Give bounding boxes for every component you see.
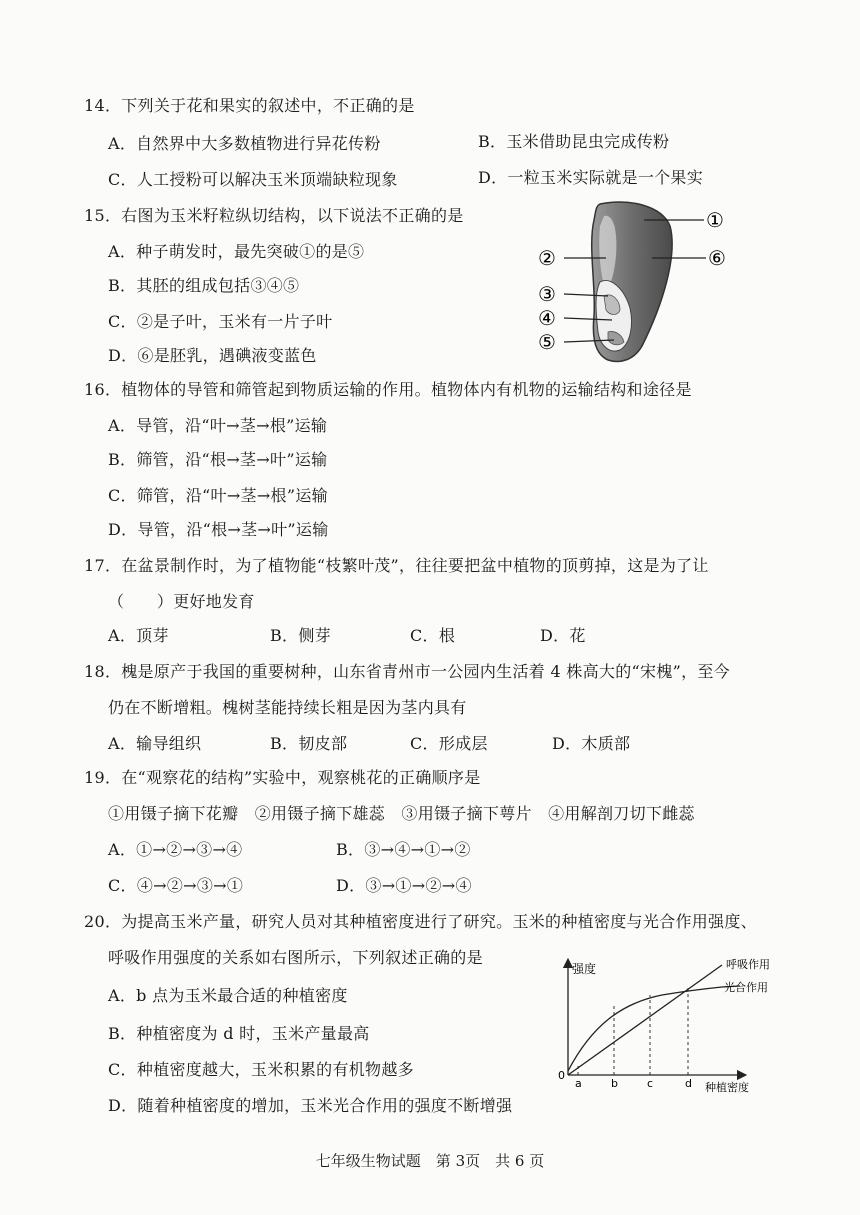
q20-option-d: D．随着种植密度的增加，玉米光合作用的强度不断增强 — [108, 1096, 513, 1115]
y-axis-label: 强度 — [572, 962, 597, 976]
q16-stem: 16．植物体的导管和筛管起到物质运输的作用。植物体内有机物的运输结构和途径是 — [84, 380, 692, 399]
density-chart — [552, 955, 792, 1095]
q19-option-c: C．④→②→③→① — [108, 876, 244, 895]
q17-option-d: D．花 — [540, 626, 586, 645]
q15-option-d: D．⑥是胚乳，遇碘液变蓝色 — [108, 346, 317, 365]
series-photosynthesis-line — [568, 986, 740, 1071]
q19-option-d: D．③→①→②→④ — [336, 876, 472, 895]
legend-photosynthesis: 光合作用 — [724, 981, 768, 994]
q18-option-b: B．韧皮部 — [270, 734, 348, 753]
q20-option-c: C．种植密度越大，玉米积累的有机物越多 — [108, 1060, 414, 1079]
q18-stem: 18．槐是原产于我国的重要树种，山东省青州市一公园内生活着 4 株高大的“宋槐”，至今 — [84, 662, 730, 681]
q14-option-d: D．一粒玉米实际就是一个果实 — [478, 168, 704, 187]
q20-option-a: A．b 点为玉米最合适的种植密度 — [108, 986, 348, 1005]
q14-stem: 14．下列关于花和果实的叙述中，不正确的是 — [84, 96, 415, 115]
q19-option-b: B．③→④→①→② — [336, 840, 471, 859]
q15-option-c: C．②是子叶，玉米有一片子叶 — [108, 312, 333, 331]
q15-option-b: B．其胚的组成包括③④⑤ — [108, 276, 300, 295]
q19-option-a: A．①→②→③→④ — [108, 840, 243, 859]
q17-stem: 17．在盆景制作时，为了植物能“枝繁叶茂”，往往要把盆中植物的顶剪掉，这是为了让 — [84, 556, 709, 575]
x-tick-d: d — [685, 1077, 692, 1090]
q19-stem: 19．在“观察花的结构”实验中，观察桃花的正确顺序是 — [84, 768, 481, 787]
q16-option-b: B．筛管，沿“根→茎→叶”运输 — [108, 450, 328, 469]
q18-option-c: C．形成层 — [410, 734, 488, 753]
figure-label-2: ② — [538, 246, 556, 270]
q17-option-a: A．顶芽 — [108, 626, 169, 645]
figure-label-4: ④ — [538, 306, 556, 330]
figure-label-5: ⑤ — [538, 330, 556, 354]
q18-stem-line2: 仍在不断增粗。槐树茎能持续长粗是因为茎内具有 — [108, 698, 467, 717]
figure-label-1: ① — [706, 208, 724, 232]
x-tick-c: c — [647, 1077, 654, 1090]
q14-option-c: C．人工授粉可以解决玉米顶端缺粒现象 — [108, 170, 398, 189]
legend-respiration: 呼吸作用 — [726, 958, 770, 971]
x-tick-a: a — [575, 1077, 582, 1090]
q20-option-b: B．种植密度为 d 时，玉米产量最高 — [108, 1024, 370, 1043]
q18-option-a: A．输导组织 — [108, 734, 202, 753]
page-footer: 七年级生物试题 第 3页 共 6 页 — [315, 1152, 545, 1170]
x-tick-b: b — [611, 1077, 618, 1090]
q16-option-d: D．导管，沿“根→茎→叶”运输 — [108, 520, 329, 539]
origin-label: 0 — [558, 1069, 565, 1082]
corn-kernel-figure — [534, 196, 744, 368]
series-respiration-line — [568, 965, 722, 1075]
x-axis-label: 种植密度 — [705, 1081, 749, 1094]
figure-label-6: ⑥ — [708, 246, 726, 270]
q17-stem-line2: （ ）更好地发育 — [108, 592, 255, 611]
q17-option-c: C．根 — [410, 626, 456, 645]
q18-option-d: D．木质部 — [552, 734, 631, 753]
q17-option-b: B．侧芽 — [270, 626, 331, 645]
q20-stem: 20．为提高玉米产量，研究人员对其种植密度进行了研究。玉米的种植密度与光合作用强度、 — [84, 912, 757, 931]
q14-option-a: A．自然界中大多数植物进行异花传粉 — [108, 134, 381, 153]
q15-stem: 15．右图为玉米籽粒纵切结构，以下说法不正确的是 — [84, 206, 464, 225]
q15-option-a: A．种子萌发时，最先突破①的是⑤ — [108, 242, 365, 261]
q20-stem-line2: 呼吸作用强度的关系如右图所示，下列叙述正确的是 — [108, 948, 483, 967]
q14-option-b: B．玉米借助昆虫完成传粉 — [478, 132, 670, 151]
figure-label-3: ③ — [538, 282, 556, 306]
q16-option-a: A．导管，沿“叶→茎→根”运输 — [108, 416, 328, 435]
q16-option-c: C．筛管，沿“叶→茎→根”运输 — [108, 486, 328, 505]
q19-steps: ①用镊子摘下花瓣 ②用镊子摘下雄蕊 ③用镊子摘下萼片 ④用解剖刀切下雌蕊 — [108, 804, 695, 823]
